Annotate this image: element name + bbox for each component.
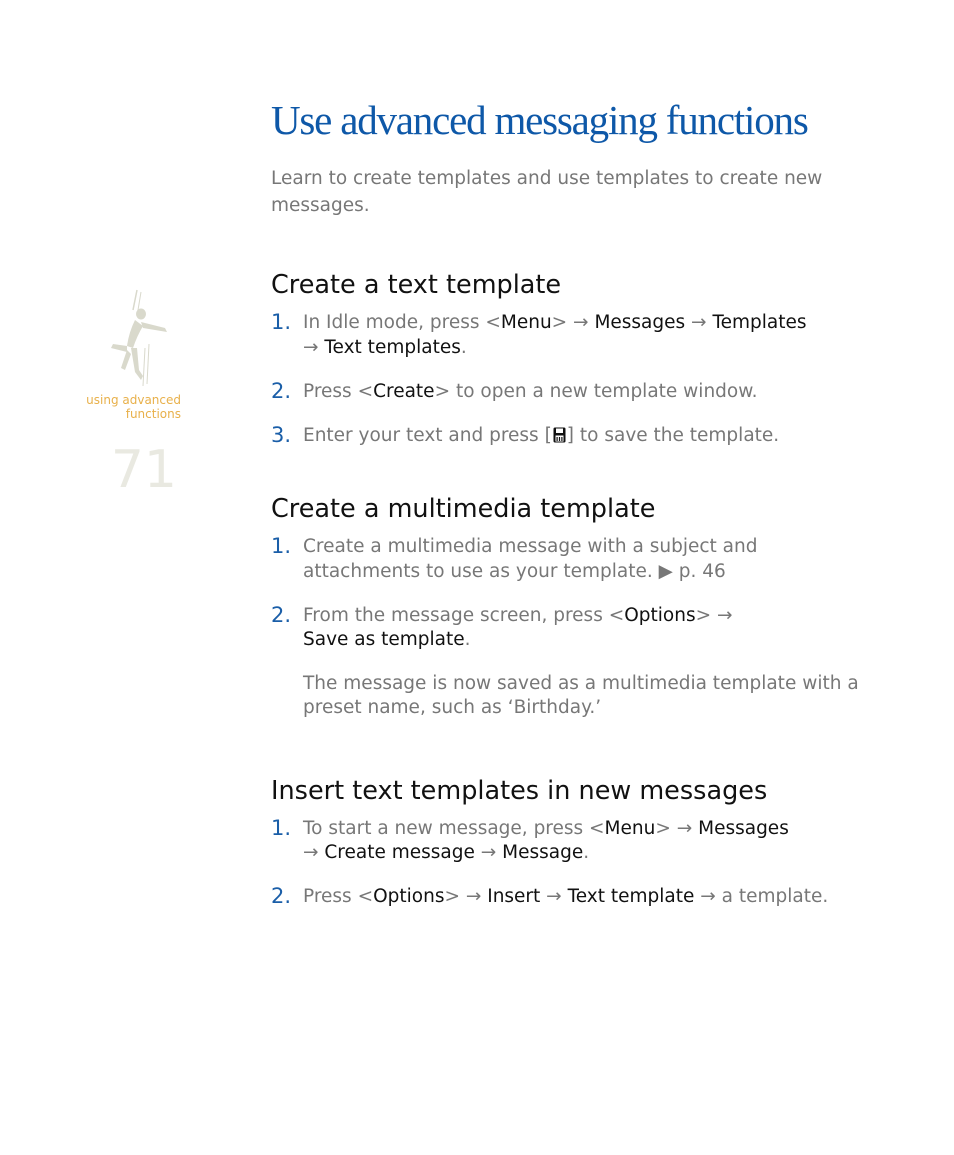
list-item: 1. Create a multimedia message with a subject and attachments to use as your template. ▶ p. 46 — [271, 534, 758, 582]
section-heading-insert-templates: Insert text templates in new messages — [271, 775, 768, 806]
steps-list-multimedia-template — [271, 535, 871, 721]
main-content — [271, 94, 871, 910]
key-label: Options — [373, 886, 445, 907]
page-title: Use advanced messaging functions — [271, 97, 808, 143]
list-item: 2. Press <Options> → Insert → Text template → a template. — [271, 884, 829, 908]
step-number: 2. — [271, 884, 292, 908]
intro-text: Learn to create templates and use templates to create new messages. — [271, 168, 823, 216]
step-number: 1. — [271, 310, 292, 334]
step-number: 1. — [271, 815, 292, 840]
menu-label: Templates — [712, 312, 807, 333]
section-label-line2: functions — [125, 407, 181, 421]
steps-list-text-template — [271, 311, 871, 448]
key-label: Menu — [604, 817, 656, 839]
save-key-icon — [553, 427, 566, 443]
list-item: 2. From the message screen, press <Options> → Save as template. The message is now saved as a multimedia template with a preset name, such as ‘Birthday.’ — [271, 604, 871, 721]
list-item: 3. Enter your text and press [ ] to save the template. — [271, 422, 780, 447]
menu-label: Message — [502, 842, 584, 863]
key-label: Options — [624, 604, 696, 626]
list-item: 2. Press <Create> to open a new template window. — [271, 378, 758, 403]
menu-label: Create message — [324, 842, 475, 863]
key-label: Menu — [500, 312, 552, 333]
climber-figure-icon — [105, 288, 175, 388]
list-item: 1. To start a new message, press <Menu> → Messages → Create message → Message. — [271, 815, 789, 863]
menu-label: Insert — [487, 886, 541, 907]
menu-label: Save as template — [303, 629, 465, 650]
page-number: 71 — [110, 440, 177, 500]
step-number: 2. — [271, 602, 292, 627]
menu-label: Text template — [567, 886, 695, 907]
section-label — [86, 393, 181, 421]
steps-list-insert-templates — [271, 817, 871, 910]
step-number: 3. — [271, 422, 292, 447]
section-heading-multimedia-template: Create a multimedia template — [271, 494, 656, 524]
section-heading-text-template: Create a text template — [271, 270, 562, 300]
section-label-line1: using advanced — [86, 393, 181, 407]
step-number: 2. — [271, 378, 292, 403]
menu-label: Messages — [594, 312, 686, 333]
menu-label: Messages — [698, 817, 789, 839]
menu-label: Text templates — [324, 336, 461, 358]
list-item: 1. In Idle mode, press <Menu> → Messages → Templates → Text templates. — [271, 310, 807, 358]
step-number: 1. — [271, 534, 292, 558]
step-note: The message is now saved as a multimedia template with a preset name, such as ‘Birthday.’ — [303, 672, 859, 718]
key-label: Create — [373, 380, 435, 402]
